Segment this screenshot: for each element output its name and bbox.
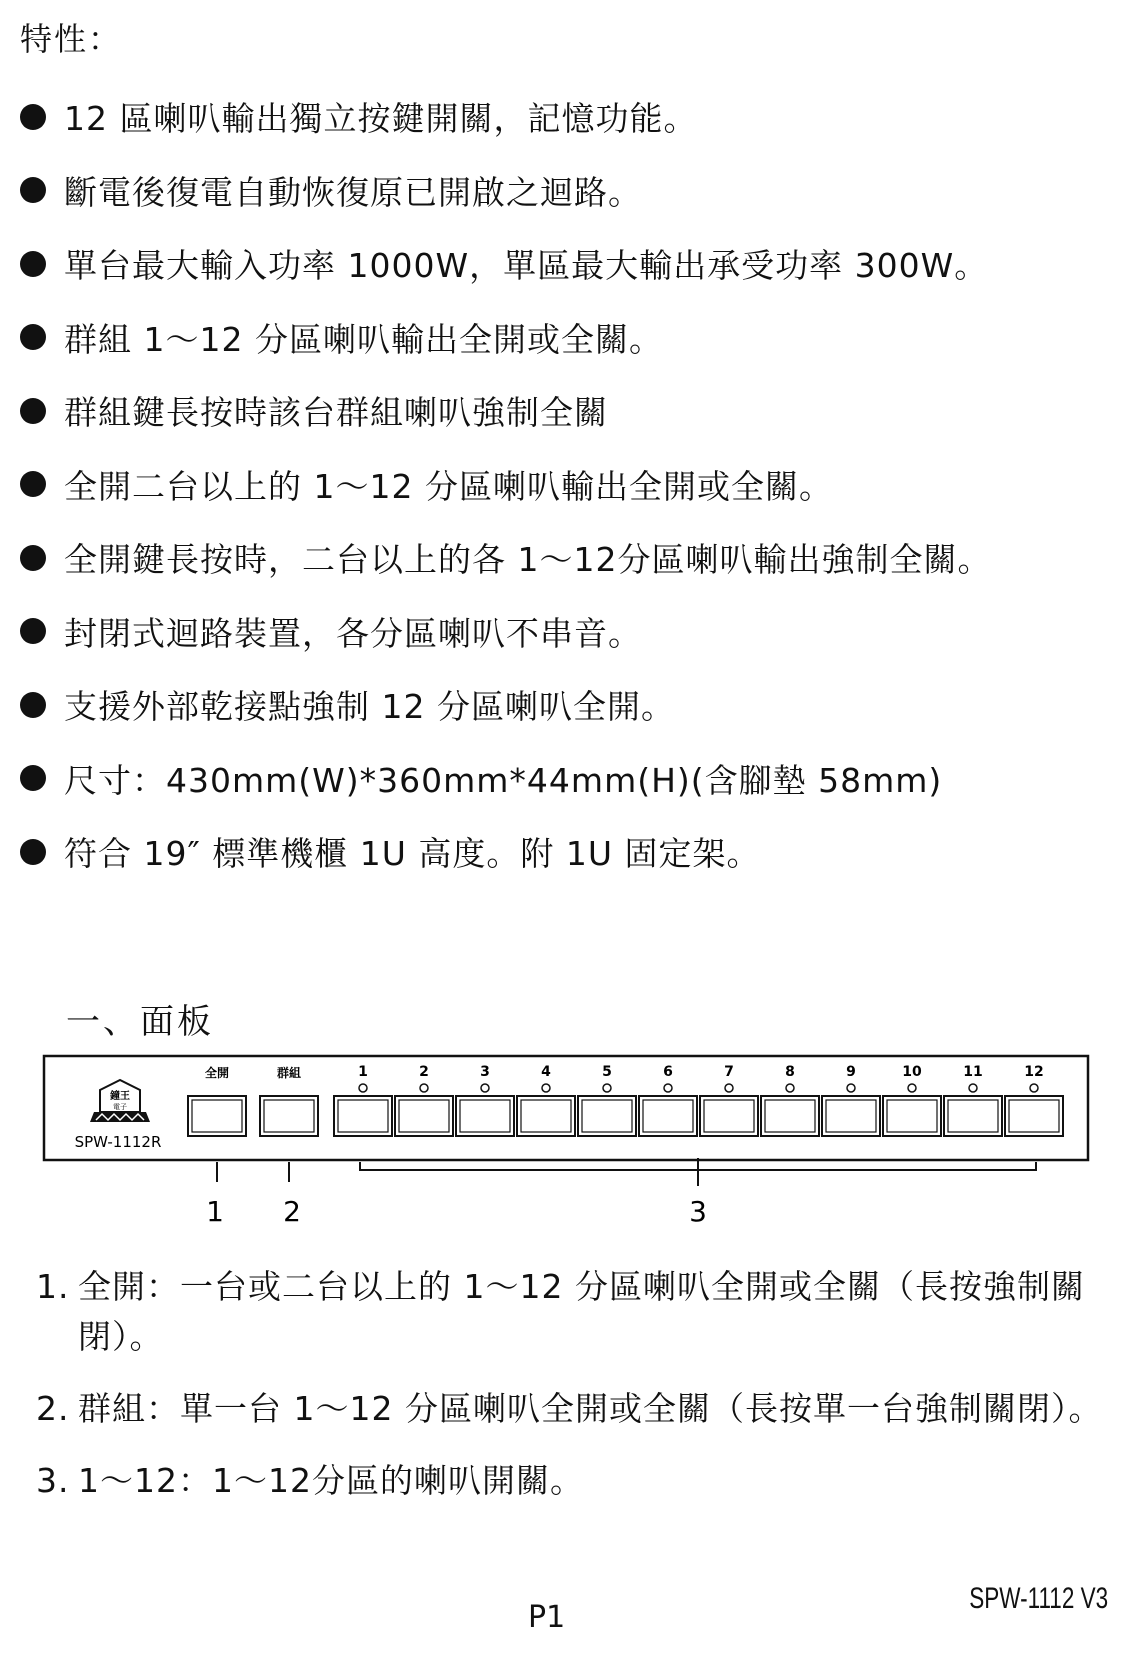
zone-number-label: 1 [358,1064,368,1080]
svg-text:鐘王: 鐘王 [110,1091,130,1102]
zone-number-label: 8 [785,1064,795,1080]
feature-item: 支援外部乾接點強制 12 分區喇叭全開。 [20,668,991,742]
callout-number-2: 2 [283,1195,301,1228]
features-heading: 特性： [20,20,123,58]
brand-logo [90,1080,150,1122]
zone-button-10[interactable] [883,1064,941,1136]
zone-number-label: 6 [663,1064,673,1080]
page-number: P1 [528,1600,566,1635]
zone-number-label: 3 [480,1064,490,1080]
led-indicator-icon [969,1084,977,1092]
bullet-icon [20,251,46,277]
description-item: 3. 1～12：1～12分區的喇叭開關。 [36,1461,584,1500]
callout-number-3: 3 [689,1195,707,1228]
bullet-icon [20,398,46,424]
section-title: 一、面板 [66,1002,214,1042]
feature-item: 群組 1～12 分區喇叭輸出全開或全關。 [20,301,991,375]
led-indicator-icon [664,1084,672,1092]
feature-item: 群組鍵長按時該台群組喇叭強制全關 [20,374,991,448]
led-indicator-icon [420,1084,428,1092]
led-indicator-icon [359,1084,367,1092]
led-indicator-icon [603,1084,611,1092]
front-panel-diagram [0,1040,1148,1240]
led-indicator-icon [481,1084,489,1092]
feature-item: 封閉式迴路裝置，各分區喇叭不串音。 [20,595,991,669]
group-button[interactable] [260,1096,318,1136]
feature-item: 單台最大輸入功率 1000W，單區最大輸出承受功率 300W。 [20,227,991,301]
led-indicator-icon [542,1084,550,1092]
zone-button-5[interactable] [578,1064,636,1136]
zone-number-label: 5 [602,1064,612,1080]
zone-button-6[interactable] [639,1064,697,1136]
model-label: SPW-1112R [74,1133,162,1151]
feature-item: 符合 19″ 標準機櫃 1U 高度。附 1U 固定架。 [20,815,991,889]
panel-frame [44,1056,1088,1160]
zone-buttons [334,1064,1063,1136]
zone-number-label: 4 [541,1064,551,1080]
bullet-icon [20,104,46,130]
zone-number-label: 12 [1024,1064,1044,1080]
bullet-icon [20,324,46,350]
description-item: 1. 全開：一台或二台以上的 1～12 分區喇叭全開或全關（長按強制關閉）。 [36,1267,1085,1356]
zone-number-label: 10 [902,1064,922,1080]
svg-text:電子: 電子 [113,1103,127,1111]
panel-description-list [36,1262,1116,1528]
feature-item: 全開鍵長按時，二台以上的各 1～12分區喇叭輸出強制全關。 [20,521,991,595]
led-indicator-icon [786,1084,794,1092]
zone-number-label: 2 [419,1064,429,1080]
bullet-icon [20,765,46,791]
zone-button-7[interactable] [700,1064,758,1136]
bullet-icon [20,839,46,865]
all-on-button[interactable] [188,1096,246,1136]
feature-item: 12 區喇叭輸出獨立按鍵開關，記憶功能。 [20,80,991,154]
feature-item: 全開二台以上的 1～12 分區喇叭輸出全開或全關。 [20,448,991,522]
bullet-icon [20,618,46,644]
zone-button-1[interactable] [334,1064,392,1136]
bullet-icon [20,471,46,497]
all-on-label: 全開 [204,1066,230,1080]
led-indicator-icon [847,1084,855,1092]
led-indicator-icon [725,1084,733,1092]
zone-number-label: 9 [846,1064,856,1080]
callout-number-1: 1 [206,1195,224,1228]
feature-item: 斷電後復電自動恢復原已開啟之迴路。 [20,154,991,228]
zone-button-9[interactable] [822,1064,880,1136]
zone-number-label: 11 [963,1064,983,1080]
zone-button-4[interactable] [517,1064,575,1136]
bullet-icon [20,177,46,203]
zone-button-11[interactable] [944,1064,1002,1136]
zone-button-3[interactable] [456,1064,514,1136]
feature-list [20,80,991,889]
feature-item: 尺寸：430mm(W)*360mm*44mm(H)(含腳墊 58mm) [20,742,991,816]
description-item: 2. 群組：單一台 1～12 分區喇叭全開或全關（長按單一台強制關閉）。 [36,1389,1103,1428]
zone-number-label: 7 [724,1064,734,1080]
model-version: SPW-1112 V3 [969,1582,1108,1615]
bullet-icon [20,692,46,718]
led-indicator-icon [1030,1084,1038,1092]
group-label: 群組 [276,1066,302,1080]
bullet-icon [20,545,46,571]
led-indicator-icon [908,1084,916,1092]
zone-button-2[interactable] [395,1064,453,1136]
zone-button-12[interactable] [1005,1064,1063,1136]
zone-button-8[interactable] [761,1064,819,1136]
